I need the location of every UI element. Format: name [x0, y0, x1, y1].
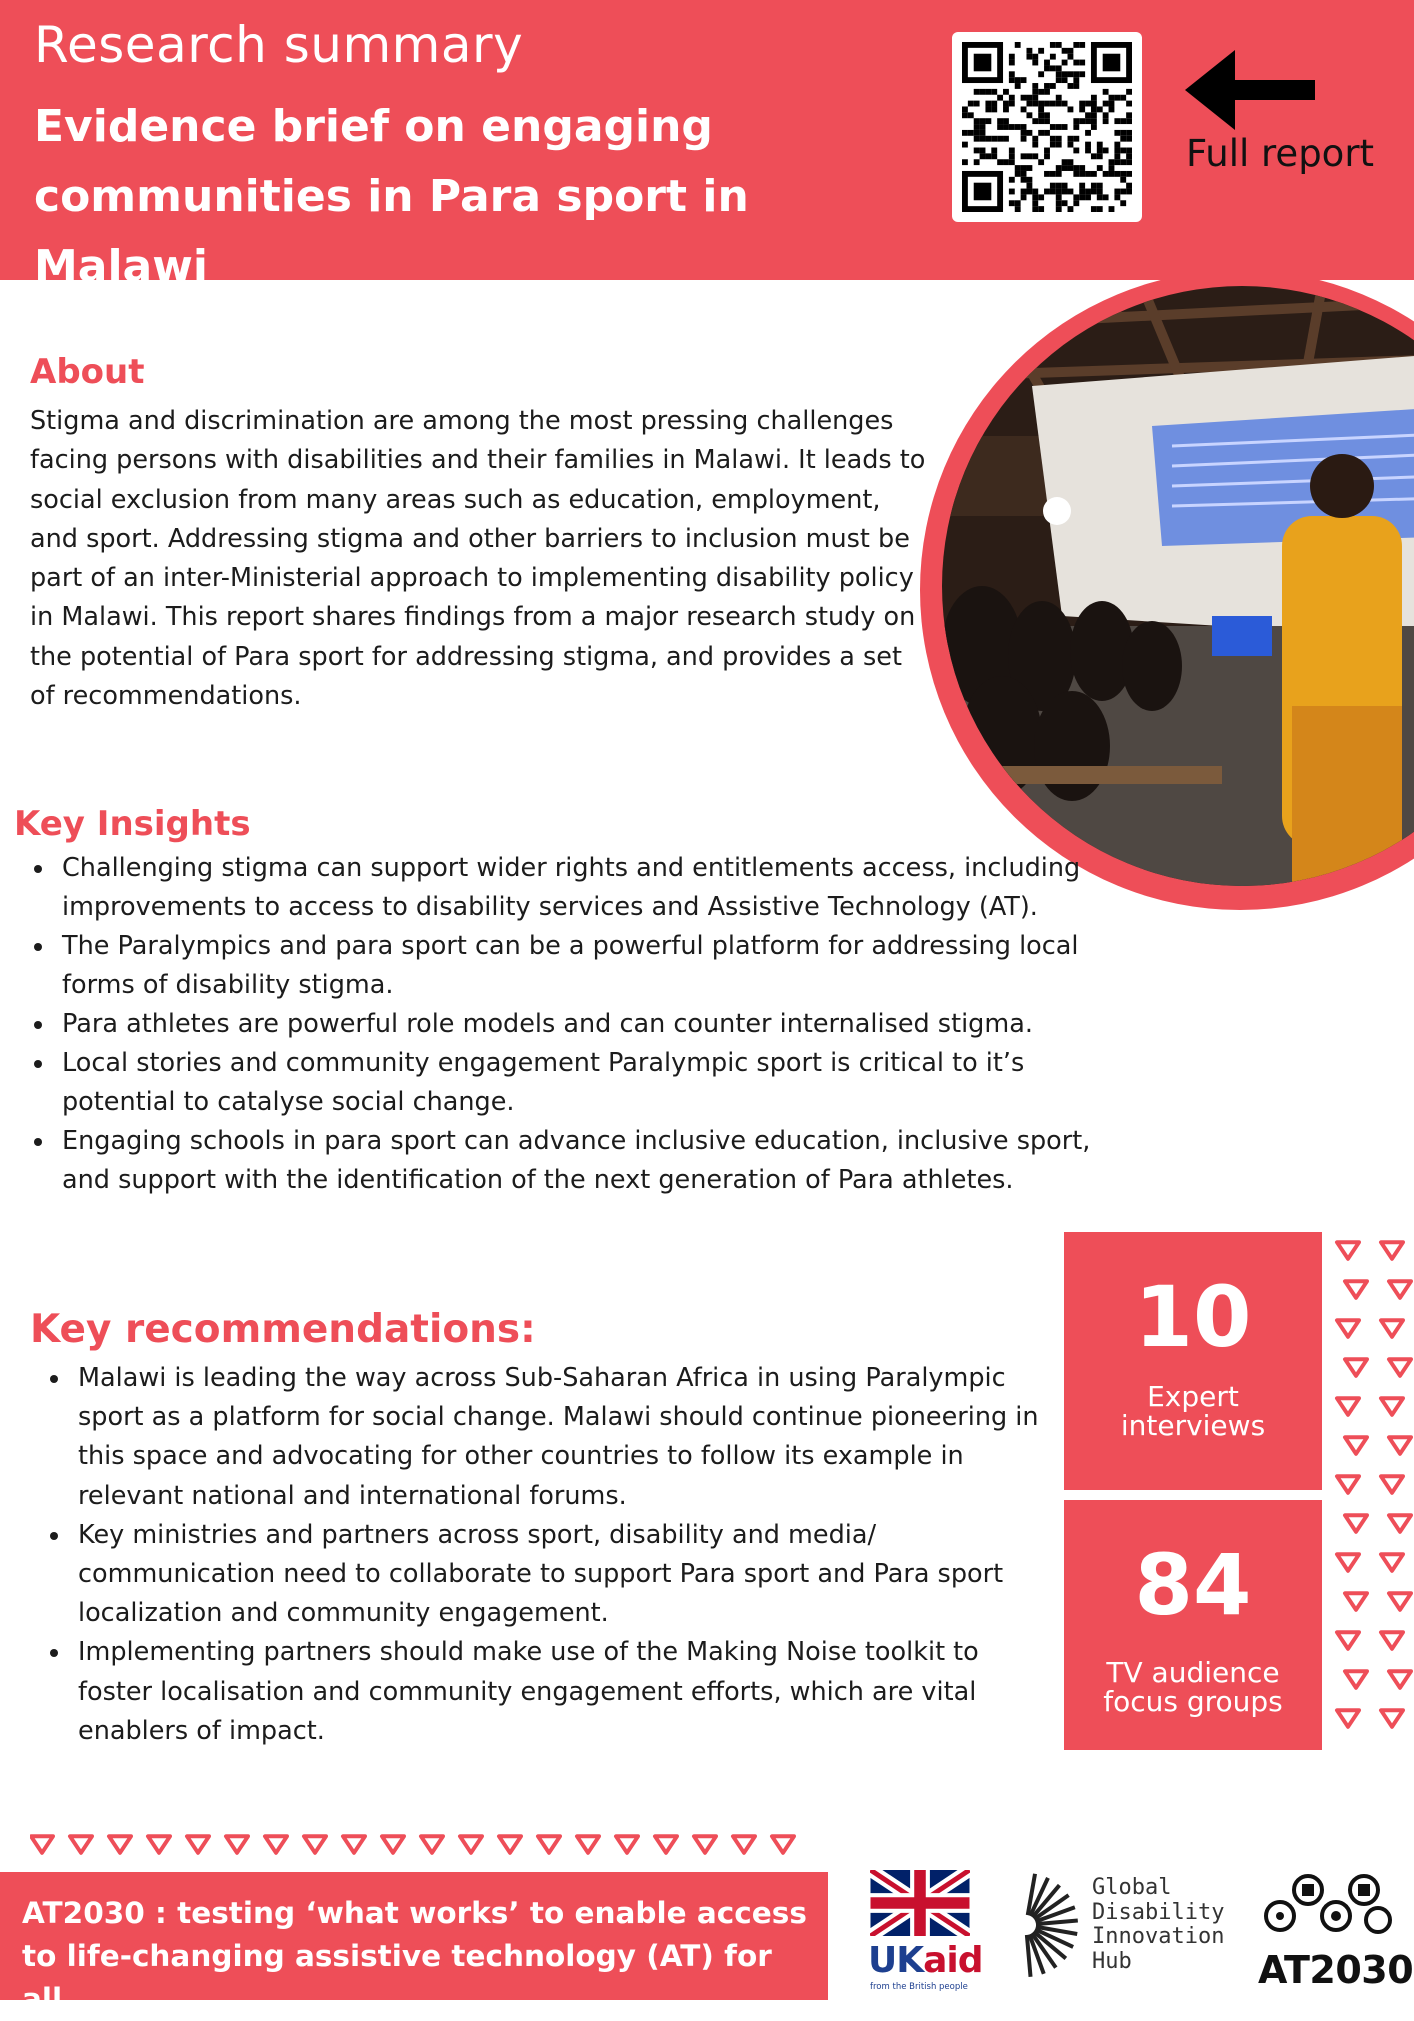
ukaid-subtitle: from the British people	[870, 1982, 968, 1992]
stat-label-line: Expert	[1147, 1380, 1239, 1413]
triangle-mark	[31, 1836, 53, 1853]
gdih-line: Innovation	[1092, 1924, 1225, 1949]
triangle-mark	[1389, 1437, 1411, 1454]
triangle-pattern-decoration	[1330, 1232, 1414, 1752]
gdih-line: Global	[1092, 1875, 1172, 1900]
ukaid-aid: aid	[923, 1940, 983, 1981]
list-item: Implementing partners should make use of the Making Noise toolkit to foster localisation and community engagement efforts, which are vital enablers of impact.	[46, 1633, 1056, 1751]
triangle-mark	[1389, 1593, 1411, 1610]
key-recommendations-heading: Key recommendations:	[30, 1307, 536, 1352]
ukaid-wordmark	[868, 1940, 983, 1981]
triangle-mark	[1389, 1515, 1411, 1532]
key-insights-list	[30, 849, 1140, 1200]
triangle-mark	[460, 1836, 482, 1853]
triangle-mark	[1381, 1476, 1403, 1493]
triangle-mark	[1389, 1671, 1411, 1688]
triangle-mark	[733, 1836, 755, 1853]
document-subtitle: Research summary	[34, 16, 524, 74]
triangle-mark	[772, 1836, 794, 1853]
triangle-mark	[1381, 1710, 1403, 1727]
list-item: Engaging schools in para sport can advance inclusive education, inclusive sport, and support with the identification of the next generation of Para athletes.	[30, 1122, 1140, 1200]
list-item: Para athletes are powerful role models and can counter internalised stigma.	[30, 1005, 1140, 1044]
triangle-mark	[1337, 1710, 1359, 1727]
triangle-mark	[694, 1836, 716, 1853]
ukaid-uk: UK	[868, 1940, 924, 1981]
triangle-mark	[1337, 1398, 1359, 1415]
list-item: Local stories and community engagement Paralympic sport is critical to it’s potential to catalyse social change.	[30, 1044, 1140, 1122]
left-arrow-icon	[1185, 50, 1315, 130]
triangle-mark	[577, 1836, 599, 1853]
stat-value: 10	[1134, 1268, 1252, 1366]
stat-expert-interviews	[1064, 1232, 1322, 1490]
triangle-pattern-decoration	[30, 1826, 820, 1866]
triangle-mark	[1337, 1242, 1359, 1259]
triangle-mark	[616, 1836, 638, 1853]
triangle-mark	[343, 1836, 365, 1853]
list-item: Challenging stigma can support wider rights and entitlements access, including improvements to access to disability services and Assistive Technology (AT).	[30, 849, 1140, 927]
key-insights-heading: Key Insights	[14, 804, 251, 844]
triangle-mark	[382, 1836, 404, 1853]
qr-code-icon[interactable]	[952, 32, 1142, 222]
list-item: The Paralympics and para sport can be a powerful platform for addressing local forms of disability stigma.	[30, 927, 1140, 1005]
triangle-mark	[538, 1836, 560, 1853]
triangle-mark	[1337, 1476, 1359, 1493]
gdih-logo-text	[1092, 1876, 1252, 1974]
triangle-mark	[304, 1836, 326, 1853]
at2030-logo-icon	[1258, 1864, 1398, 1948]
triangle-mark	[655, 1836, 677, 1853]
at2030-wordmark: AT2030	[1258, 1948, 1414, 1992]
stat-focus-groups	[1064, 1500, 1322, 1750]
stat-label-line: interviews	[1120, 1409, 1266, 1442]
triangle-mark	[70, 1836, 92, 1853]
about-paragraph: Stigma and discrimination are among the most pressing challenges facing persons with disabilities and their families in Malawi. It leads to social exclusion from many areas such as education, employment, and sport. Addressing stigma and other barriers to inclusion must be part of an inter-Ministerial approach to implementing disability policy in Malawi. This report shares findings from a major research study on the potential of Para sport for addressing stigma, and provides a set of recommendations.	[30, 406, 926, 712]
triangle-mark	[1345, 1515, 1367, 1532]
document-title: Evidence brief on engaging communities in Para sport in Malawi	[34, 101, 749, 292]
footer-banner	[0, 1872, 828, 2016]
list-item: Key ministries and partners across sport, disability and media/ communication need to collaborate to support Para sport and Para sport localization and community engagement.	[46, 1516, 1056, 1634]
stat-label-line: focus groups	[1103, 1685, 1283, 1718]
triangle-mark	[1345, 1437, 1367, 1454]
triangle-mark	[1381, 1320, 1403, 1337]
ukaid-logo	[868, 1870, 983, 1995]
triangle-mark	[1345, 1593, 1367, 1610]
gdih-line: Hub	[1092, 1948, 1132, 1974]
header-banner	[0, 0, 1414, 292]
stat-label-line: TV audience	[1106, 1656, 1280, 1689]
full-report-label[interactable]: Full report	[1186, 132, 1375, 175]
triangle-mark	[1381, 1242, 1403, 1259]
triangle-mark	[499, 1836, 521, 1853]
triangle-mark	[1389, 1359, 1411, 1376]
triangle-mark	[1389, 1281, 1411, 1298]
gdih-logo-icon	[1020, 1870, 1084, 1980]
triangle-mark	[1337, 1632, 1359, 1649]
stat-label	[1064, 1382, 1322, 1440]
triangle-mark	[1345, 1671, 1367, 1688]
gdih-line: Disability	[1092, 1899, 1225, 1925]
about-heading: About	[30, 352, 145, 392]
triangle-mark	[187, 1836, 209, 1853]
footer-tagline: AT2030 : testing ‘what works’ to enable access to life-changing assistive technology (AT) for all	[22, 1896, 807, 2016]
triangle-mark	[148, 1836, 170, 1853]
key-recommendations-list	[46, 1359, 1056, 1751]
triangle-mark	[421, 1836, 443, 1853]
union-jack-icon	[870, 1870, 970, 1936]
triangle-mark	[265, 1836, 287, 1853]
list-item: Malawi is leading the way across Sub-Saharan Africa in using Paralympic sport as a platform for social change. Malawi should continue pioneering in this space and advocating for other countries to follow its example in relevant national and international forums.	[46, 1359, 1056, 1516]
triangle-mark	[109, 1836, 131, 1853]
triangle-mark	[1381, 1398, 1403, 1415]
triangle-mark	[1381, 1554, 1403, 1571]
triangle-mark	[226, 1836, 248, 1853]
stat-value: 84	[1134, 1536, 1252, 1634]
triangle-mark	[1337, 1554, 1359, 1571]
triangle-mark	[1337, 1320, 1359, 1337]
triangle-mark	[1345, 1359, 1367, 1376]
stat-label	[1064, 1658, 1322, 1716]
triangle-mark	[1381, 1632, 1403, 1649]
triangle-mark	[1345, 1281, 1367, 1298]
